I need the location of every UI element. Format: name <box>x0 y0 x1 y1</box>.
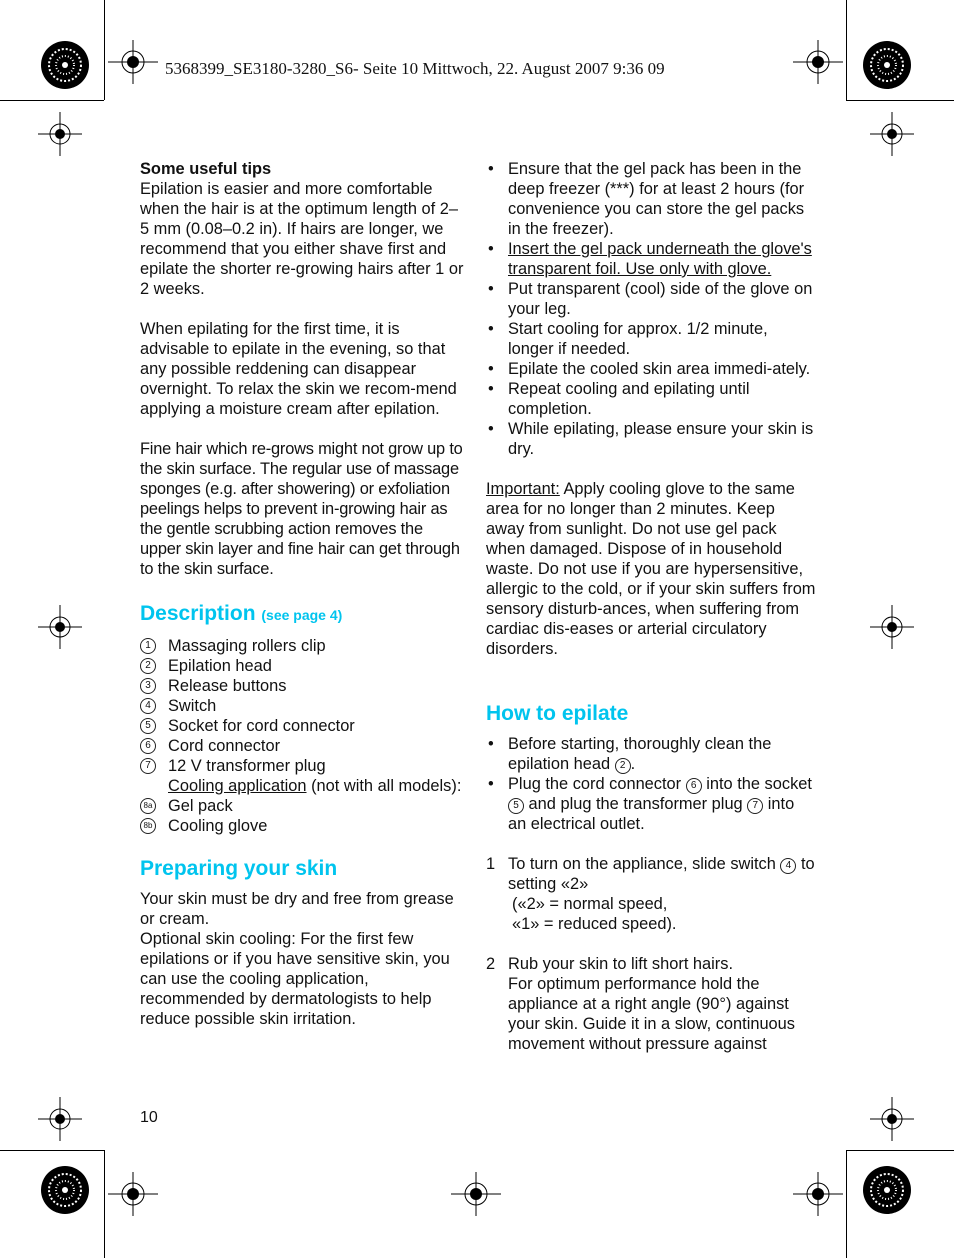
registration-mark-left-middle <box>38 605 82 649</box>
bullet-text: and plug the transformer plug <box>524 795 748 813</box>
tips-title: Some useful tips <box>140 160 272 178</box>
registration-mark-left-lower <box>38 1097 82 1141</box>
crop-line-left-top <box>0 100 104 101</box>
list-item: • Put transparent (cool) side of the glove on your leg. <box>486 279 816 319</box>
how-to-epilate-heading: How to epilate <box>486 702 629 725</box>
list-item <box>140 736 465 756</box>
step-2 <box>486 954 816 1054</box>
cooling-application-qualifier: (not with all models): <box>306 777 462 795</box>
part-number: 4 <box>780 858 796 874</box>
part-label: Massaging rollers clip <box>168 637 326 655</box>
part-number: 5 <box>508 798 524 814</box>
color-wheel-mark-top-right <box>862 40 912 90</box>
part-label: Cooling glove <box>168 817 268 835</box>
list-item <box>140 656 465 676</box>
registration-mark-left-upper <box>38 112 82 156</box>
part-number: 6 <box>140 738 156 754</box>
step-text: To turn on the appliance, slide switch <box>508 855 781 873</box>
registration-mark-right-middle <box>870 605 914 649</box>
bullet-text: Plug the cord connector <box>508 775 686 793</box>
part-label: Cord connector <box>168 737 281 755</box>
cooling-application-note <box>140 776 465 796</box>
left-column <box>140 159 465 1029</box>
page-number: 10 <box>140 1109 158 1126</box>
crop-line-bottom-left <box>104 1150 105 1258</box>
part-label: Epilation head <box>168 657 272 675</box>
part-label: Switch <box>168 697 217 715</box>
step-text: For optimum performance hold the appliance at a right angle (90°) against your skin. Guide it in a slow, continuous movement without pressure against <box>508 975 795 1053</box>
list-item <box>140 756 465 776</box>
crop-line-top-left <box>104 0 105 100</box>
part-label: Release buttons <box>168 677 287 695</box>
step-text: «1» = reduced speed). <box>512 915 677 933</box>
important-label: Important: <box>486 480 560 498</box>
description-page-ref: (see page 4) <box>261 607 343 623</box>
registration-mark-top-left <box>108 40 158 84</box>
important-notice <box>486 479 816 659</box>
list-item <box>140 676 465 696</box>
bullet-text: into the socket <box>701 775 812 793</box>
step-text: («2» = normal speed, <box>512 895 668 913</box>
crop-line-right-top <box>846 100 954 101</box>
description-title: Description <box>140 602 256 625</box>
crop-line-top-right <box>846 0 847 100</box>
crop-line-bottom-right <box>846 1150 847 1258</box>
list-item <box>486 774 816 834</box>
tips-paragraph-3: Fine hair which re-grows might not grow up to the skin surface. The regular use of massage sponges (e.g. after showering) or exfoliation peelings helps to prevent in-growing hair as the gentle scrubbing action removes the upper skin layer and fine hair can get through to the skin surface. <box>140 440 463 578</box>
registration-mark-right-lower <box>870 1097 914 1141</box>
step-number: 2 <box>486 955 496 973</box>
part-number: 7 <box>747 798 763 814</box>
important-text: Apply cooling glove to the same area for no longer than 2 minutes. Keep away from sunlight. Do not use gel pack when damaged. Dispose of in household waste. Do not use if you are hypersensitive, allergic to the cold, or if your skin suffers from sensory disturb-ances, when suffering from cardiac dis-eases or arterial circulatory disorders. <box>486 480 816 658</box>
parts-list <box>140 636 465 836</box>
list-item: • Ensure that the gel pack has been in the deep freezer (***) for at least 2 hours (for convenience you can store the gel packs in the freezer). <box>486 159 816 239</box>
part-number: 4 <box>140 698 156 714</box>
bullet-text: Before starting, thoroughly clean the epilation head <box>508 735 772 773</box>
part-number: 2 <box>615 758 631 774</box>
tips-paragraph-1: Epilation is easier and more comfortable when the hair is at the optimum length of 2–5 mm (0.08–0.2 in). If hairs are longer, we recommend that you either shave first and epilate the shorter re-growing hairs after 1 or 2 weeks. <box>140 180 464 298</box>
step-text: to setting «2» <box>508 855 815 893</box>
list-item <box>140 816 465 836</box>
part-number: 8a <box>140 798 156 814</box>
part-number: 8b <box>140 818 156 834</box>
list-item: • Repeat cooling and epilating until completion. <box>486 379 816 419</box>
tips-paragraph-2: When epilating for the first time, it is advisable to epilate in the evening, so that any possible reddening can disappear overnight. To relax the skin we recom-mend applying a moisture cream after epilation. <box>140 320 457 418</box>
crop-line-right-bottom <box>846 1150 954 1151</box>
list-item <box>140 796 465 816</box>
part-number: 5 <box>140 718 156 734</box>
part-label: Gel pack <box>168 797 233 815</box>
print-header: 5368399_SE3180-3280_S6- Seite 10 Mittwoch, 22. August 2007 9:36 09 <box>165 59 665 78</box>
part-number: 1 <box>140 638 156 654</box>
step-number: 1 <box>486 855 496 873</box>
part-number: 6 <box>686 778 702 794</box>
list-item <box>140 716 465 736</box>
registration-mark-top-right <box>793 40 843 84</box>
part-label: 12 V transformer plug <box>168 757 326 775</box>
registration-mark-right-upper <box>870 112 914 156</box>
bullet-text: . <box>630 755 636 773</box>
step-1 <box>486 854 816 934</box>
color-wheel-mark-top-left <box>40 40 90 90</box>
bullet-text: into an electrical outlet. <box>508 795 795 833</box>
part-number: 7 <box>140 758 156 774</box>
step-text: Rub your skin to lift short hairs. <box>508 955 734 973</box>
list-item: • Epilate the cooled skin area immedi-ately. <box>486 359 816 379</box>
description-heading <box>140 601 465 628</box>
crop-line-left-bottom <box>0 1150 104 1151</box>
part-label: Socket for cord connector <box>168 717 355 735</box>
list-item <box>140 636 465 656</box>
registration-mark-bottom-right <box>793 1172 843 1216</box>
part-number: 2 <box>140 658 156 674</box>
list-item: • Insert the gel pack underneath the glove's transparent foil. Use only with glove. <box>486 239 816 279</box>
preparing-paragraph-2: Optional skin cooling: For the first few epilations or if you have sensitive skin, you can use the cooling application, recommended by dermatologists to help reduce possible skin irritation. <box>140 930 450 1028</box>
color-wheel-mark-bottom-left <box>40 1165 90 1215</box>
list-item <box>140 696 465 716</box>
registration-mark-bottom-center <box>451 1172 501 1216</box>
registration-mark-bottom-left <box>108 1172 158 1216</box>
preparing-heading: Preparing your skin <box>140 857 338 880</box>
list-item: • While epilating, please ensure your skin is dry. <box>486 419 816 459</box>
color-wheel-mark-bottom-right <box>862 1165 912 1215</box>
list-item: • Start cooling for approx. 1/2 minute, longer if needed. <box>486 319 816 359</box>
preparing-paragraph-1: Your skin must be dry and free from grease or cream. <box>140 890 454 928</box>
list-item <box>486 734 816 774</box>
right-column <box>486 159 816 1054</box>
cooling-application-label: Cooling application <box>168 777 307 795</box>
part-number: 3 <box>140 678 156 694</box>
